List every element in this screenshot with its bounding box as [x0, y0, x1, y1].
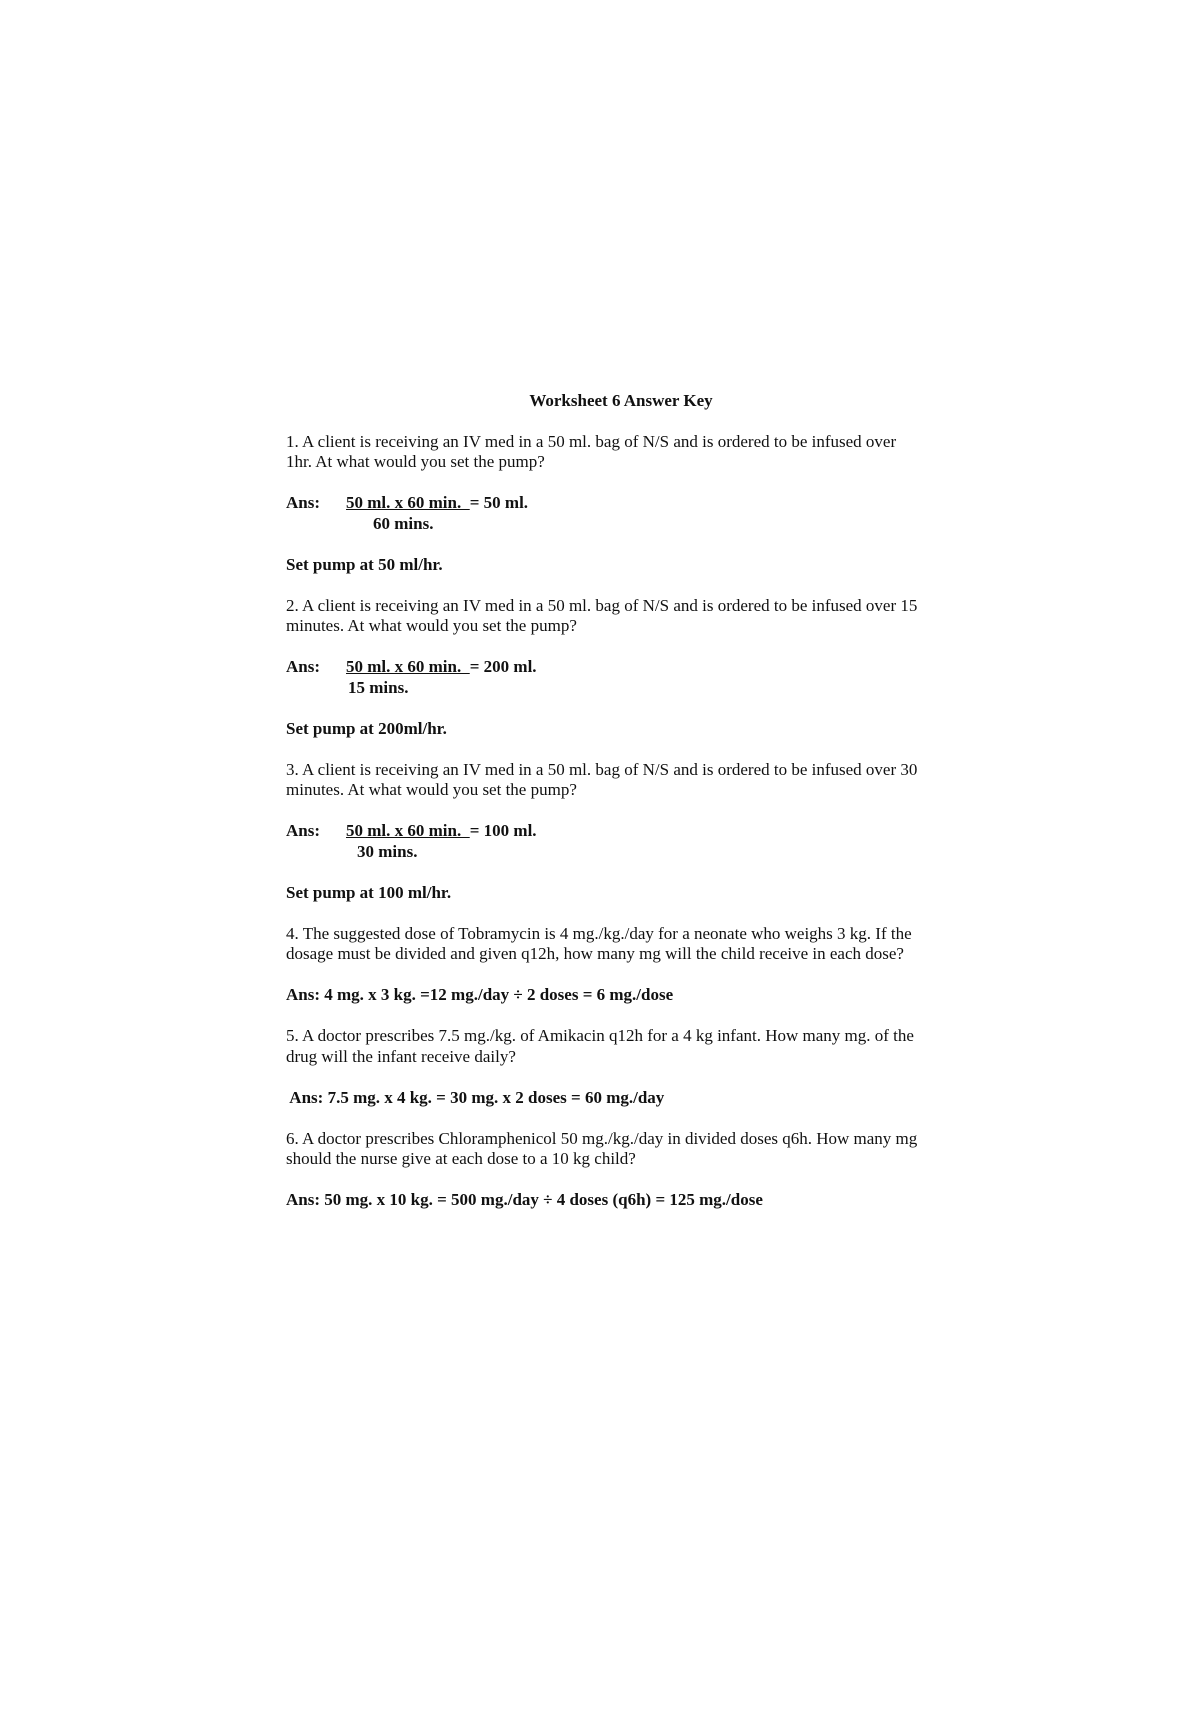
answer-3-calculation — [286, 821, 926, 842]
answer-1-numerator: 50 ml. x 60 min. — [346, 493, 470, 512]
answer-1-pump-setting: Set pump at 50 ml/hr. — [286, 554, 443, 574]
question-3: 3. A client is receiving an IV med in a 50 ml. bag of N/S and is ordered to be infused over 30 minutes. At what would you set the pump? — [286, 759, 918, 799]
answer-1-denominator: 60 mins. — [373, 513, 434, 533]
answer-3-pump-setting: Set pump at 100 ml/hr. — [286, 882, 452, 902]
question-6: 6. A doctor prescribes Chloramphenicol 50 mg./kg./day in divided doses q6h. How many mg should the nurse give at each dose to a 10 kg child? — [286, 1128, 918, 1168]
answer-1-calculation — [286, 493, 926, 514]
question-5: 5. A doctor prescribes 7.5 mg./kg. of Amikacin q12h for a 4 kg infant. How many mg. of the drug will the infant receive daily? — [286, 1026, 914, 1066]
answer-label: Ans: — [286, 493, 321, 512]
question-4: 4. The suggested dose of Tobramycin is 4 mg./kg./day for a neonate who weighs 3 kg. If the dosage must be divided and given q12h, how many mg will the child receive in each dose? — [286, 923, 912, 963]
question-2: 2. A client is receiving an IV med in a 50 ml. bag of N/S and is ordered to be infused over 15 minutes. At what would you set the pump? — [286, 595, 918, 635]
question-1: 1. A client is receiving an IV med in a 50 ml. bag of N/S and is ordered to be infused over 1hr. At what would you set the pump? — [286, 431, 897, 471]
answer-3-result: = 100 ml. — [469, 821, 537, 840]
answer-label: Ans: — [286, 657, 321, 676]
answer-3-denominator: 30 mins. — [357, 841, 418, 861]
answer-1-result: = 50 ml. — [469, 493, 529, 512]
answer-2-denominator: 15 mins. — [348, 677, 409, 697]
answer-3-numerator: 50 ml. x 60 min. — [346, 821, 470, 840]
answer-4: Ans: 4 mg. x 3 kg. =12 mg./day ÷ 2 doses = 6 mg./dose — [286, 985, 674, 1004]
answer-2-calculation — [286, 657, 926, 678]
answer-2-pump-setting: Set pump at 200ml/hr. — [286, 718, 447, 738]
answer-label: Ans: — [286, 821, 321, 840]
answer-6: Ans: 50 mg. x 10 kg. = 500 mg./day ÷ 4 doses (q6h) = 125 mg./dose — [286, 1190, 763, 1209]
answer-2-result: = 200 ml. — [469, 657, 537, 676]
answer-2-numerator: 50 ml. x 60 min. — [346, 657, 470, 676]
answer-key-content — [286, 391, 926, 1211]
page-title: Worksheet 6 Answer Key — [529, 391, 713, 410]
answer-5: Ans: 7.5 mg. x 4 kg. = 30 mg. x 2 doses = 60 mg./day — [286, 1087, 665, 1107]
